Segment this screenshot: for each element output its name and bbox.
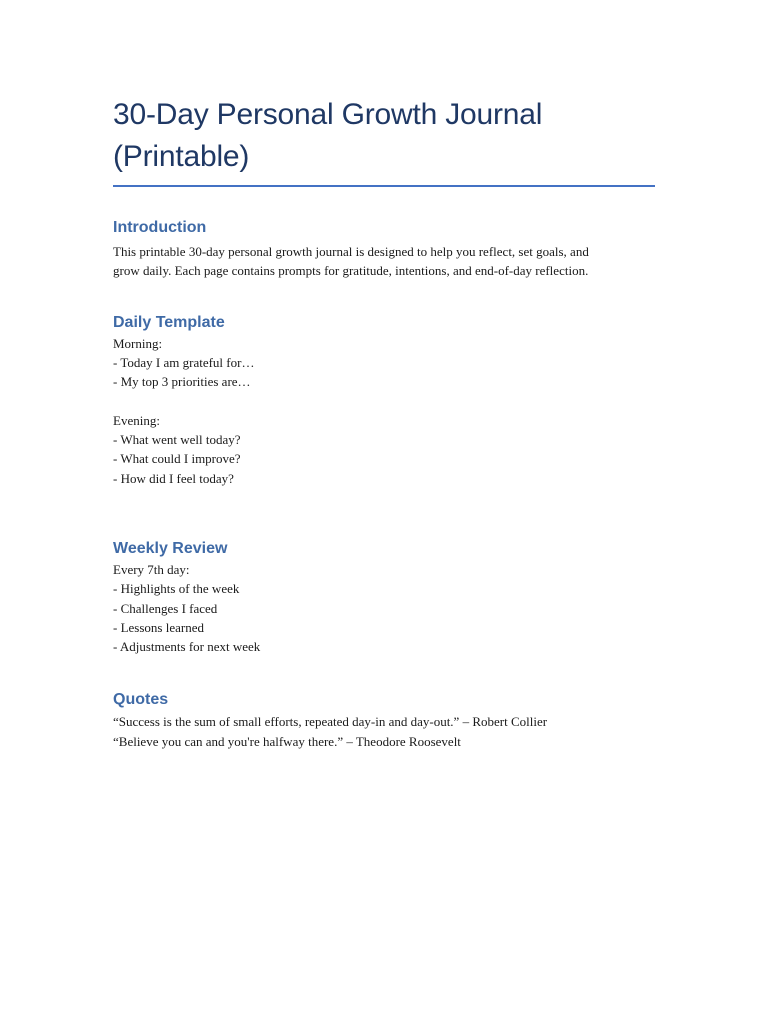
- daily-template-blank-line: [113, 391, 655, 410]
- daily-template-line: Evening:: [113, 412, 160, 428]
- daily-template-line: - My top 3 priorities are…: [113, 374, 251, 390]
- quotes-body: [113, 712, 655, 751]
- weekly-review-line: - Lessons learned: [113, 619, 204, 635]
- daily-template-line: Morning:: [113, 335, 163, 351]
- daily-template-line: - What could I improve?: [113, 451, 241, 467]
- daily-template-heading: Daily Template: [113, 313, 225, 331]
- introduction-line: grow daily. Each page contains prompts for gratitude, intentions, and end-of-day reflection.: [113, 263, 589, 279]
- daily-template-line: - How did I feel today?: [113, 470, 234, 486]
- introduction-line: This printable 30-day personal growth journal is designed to help you reflect, set goals, and: [113, 244, 589, 259]
- weekly-review-line: - Highlights of the week: [113, 581, 240, 597]
- weekly-review-body: [113, 560, 655, 656]
- daily-template-line: - What went well today?: [113, 432, 241, 448]
- weekly-review-line: - Challenges I faced: [113, 600, 218, 616]
- daily-template-body: [113, 334, 655, 488]
- quote-line: “Believe you can and you're halfway there.” – Theodore Roosevelt: [113, 733, 461, 749]
- introduction-heading: Introduction: [113, 219, 207, 236]
- daily-template-line: - Today I am grateful for…: [113, 354, 255, 370]
- quote-line: “Success is the sum of small efforts, repeated day-in and day-out.” – Robert Collier: [113, 714, 548, 730]
- document-page: [113, 94, 655, 751]
- page-title: 30-Day Personal Growth Journal (Printable): [113, 98, 543, 173]
- introduction-body: [113, 242, 655, 281]
- weekly-review-line: Every 7th day:: [113, 561, 190, 577]
- quotes-heading: Quotes: [113, 691, 169, 709]
- weekly-review-line: - Adjustments for next week: [113, 639, 261, 655]
- title-divider: [113, 185, 655, 187]
- weekly-review-heading: Weekly Review: [113, 539, 228, 557]
